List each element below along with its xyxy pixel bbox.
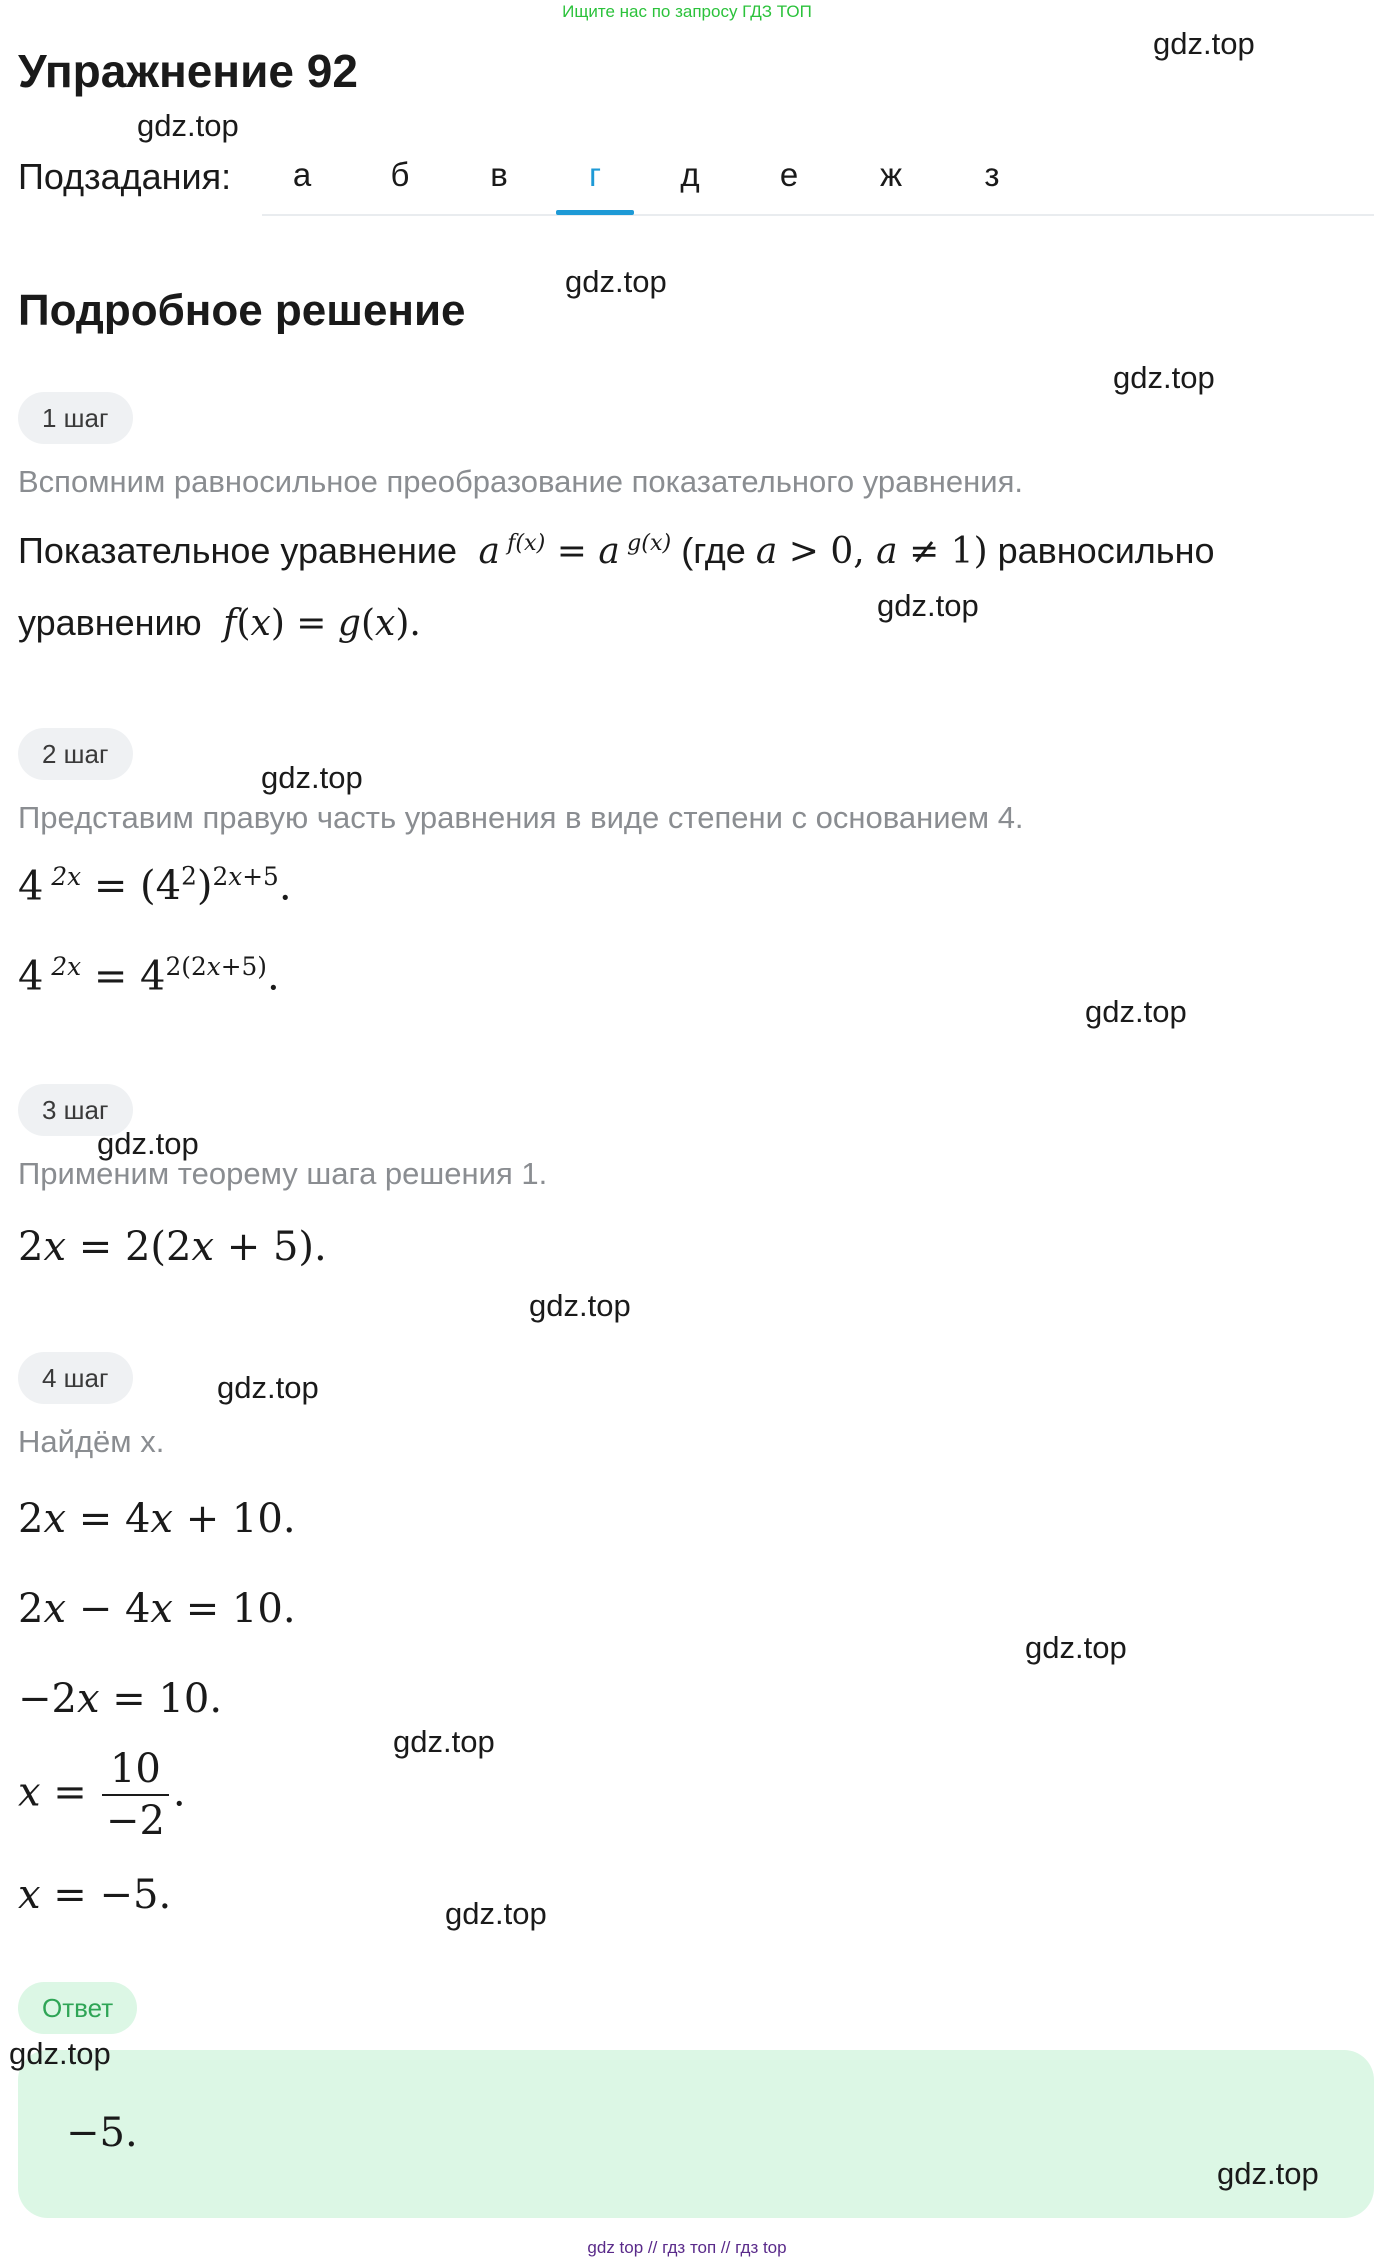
tab-g[interactable]: г — [588, 156, 602, 193]
watermark: gdz.top — [565, 264, 667, 299]
theorem-text-1: Показательное уравнение — [18, 530, 458, 571]
theorem-text-3: уравнению — [18, 602, 202, 643]
watermark: gdz.top — [261, 760, 363, 795]
search-hint: Ищите нас по запросу ГДЗ ТОП — [562, 2, 812, 21]
step-2-badge: 2 шаг — [18, 728, 133, 780]
step-1-badge: 1 шаг — [18, 392, 133, 444]
step-2-note: Представим правую часть уравнения в виде степени с основанием 4. — [18, 800, 1024, 835]
section-title: Подробное решение — [18, 286, 466, 335]
step-4-eq-5: x = −5. — [18, 1872, 172, 1918]
watermark: gdz.top — [1025, 1630, 1127, 1665]
watermark: gdz.top — [877, 588, 979, 623]
page-title: Упражнение 92 — [18, 45, 358, 97]
watermark: gdz.top — [1113, 360, 1215, 395]
step-4-note: Найдём x. — [18, 1424, 165, 1459]
step-1-theorem-line1: Показательное уравнение a $^{f(x)}$ = a $^{g(x)}$ (где a > 0, a ≠ 1) равносильно — [18, 530, 1215, 572]
watermark: gdz.top — [1217, 2156, 1319, 2191]
answer-badge: Ответ — [18, 1982, 137, 2034]
step-1-theorem-line2: уравнению f(x) = g(x). — [18, 602, 421, 644]
watermark: gdz.top — [445, 1896, 547, 1931]
subtasks-label: Подзадания: — [18, 156, 232, 197]
step-1-note: Вспомним равносильное преобразование показательного уравнения. — [18, 464, 1023, 499]
watermark: gdz.top — [97, 1126, 199, 1161]
footer-links[interactable]: gdz top // гдз топ // гдз top — [587, 2238, 787, 2257]
fraction: $\frac{10}{-2}$ — [102, 1746, 169, 1844]
watermark: gdz.top — [393, 1724, 495, 1759]
theorem-cond: (где — [681, 530, 746, 571]
step-2-eq-1: 4 $^{2x} = (4^2)^{2x+5}$. — [18, 862, 292, 910]
answer-value: −5. — [66, 2110, 138, 2156]
watermark: gdz.top — [1085, 994, 1187, 1029]
watermark: gdz.top — [137, 108, 239, 143]
tab-z[interactable]: з — [984, 156, 1000, 193]
active-tab-indicator — [556, 210, 634, 215]
step-3-eq: 2x = 2(2x + 5). — [18, 1224, 327, 1270]
watermark: gdz.top — [9, 2036, 111, 2071]
watermark: gdz.top — [529, 1288, 631, 1323]
step-4-eq-1: 2x = 4x + 10. — [18, 1496, 296, 1542]
tabs-divider — [262, 214, 1374, 216]
answer-box — [18, 2050, 1374, 2218]
watermark: gdz.top — [217, 1370, 319, 1405]
step-3-badge: 3 шаг — [18, 1084, 133, 1136]
tab-e[interactable]: е — [779, 156, 799, 193]
step-4-eq-3: −2x = 10. — [18, 1676, 223, 1722]
tab-a[interactable]: а — [292, 156, 312, 193]
tab-zh[interactable]: ж — [879, 156, 903, 193]
theorem-text-2: равносильно — [997, 530, 1215, 571]
step-2-eq-2: 4 $^{2x} = 4^{2(2x+5)}$. — [18, 952, 280, 1000]
tab-d[interactable]: д — [680, 156, 700, 193]
watermark: gdz.top — [1153, 26, 1255, 61]
step-3-note: Применим теорему шага решения 1. — [18, 1156, 548, 1191]
tab-v[interactable]: в — [490, 156, 508, 193]
step-4-badge: 4 шаг — [18, 1352, 133, 1404]
step-4-eq-2: 2x − 4x = 10. — [18, 1586, 296, 1632]
tab-b[interactable]: б — [390, 156, 410, 193]
step-4-eq-4: x = $\frac{10}{-2}$ . — [18, 1746, 186, 1844]
